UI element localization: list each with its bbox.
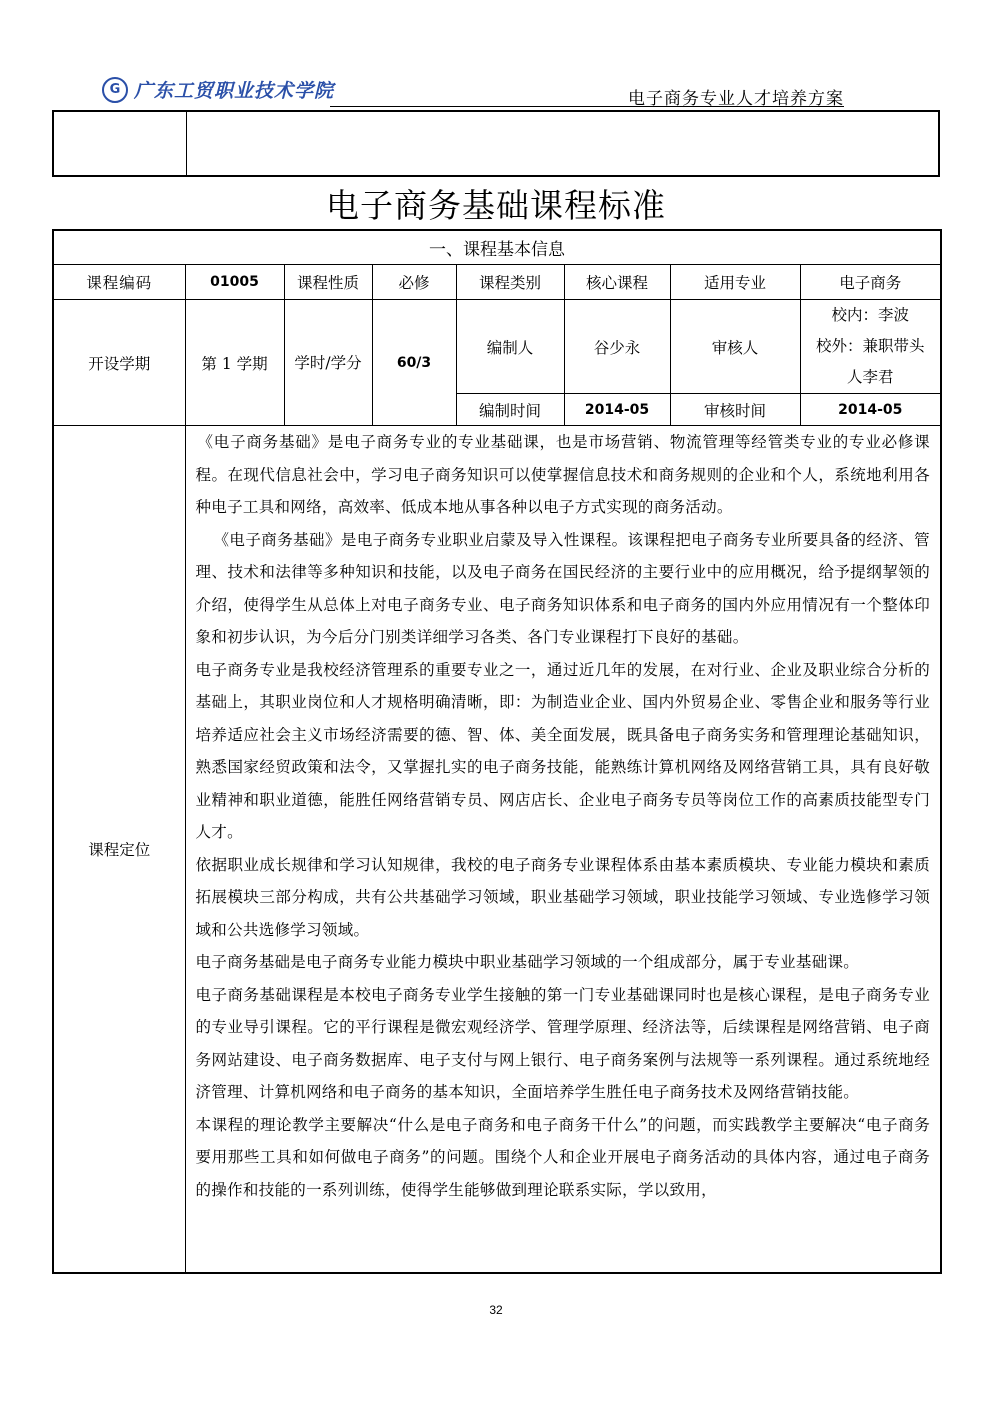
reviewer-external-cont: 人李君: [846, 368, 894, 386]
course-info-table: [52, 229, 942, 1274]
logo-emblem-icon: G: [102, 77, 128, 103]
course-positioning-label: 课程定位: [53, 426, 185, 1274]
previous-table-tail: [52, 110, 940, 177]
author-value: 谷少永: [564, 300, 670, 394]
page-title: 电子商务基础课程标准: [326, 186, 666, 225]
course-code-value: 01005: [185, 265, 284, 300]
school-logo: [102, 76, 334, 103]
review-time-value: 2014-05: [800, 394, 941, 426]
page-header: [100, 72, 844, 108]
course-category-value: 核心课程: [564, 265, 670, 300]
positioning-paragraph: 电子商务基础是电子商务专业能力模块中职业基础学习领域的一个组成部分，属于专业基础课。: [195, 953, 860, 971]
section-heading: 一、课程基本信息: [53, 230, 941, 265]
course-positioning-content: [185, 426, 941, 1274]
course-nature-label: 课程性质: [284, 265, 372, 300]
positioning-paragraph: 电子商务专业是我校经济管理系的重要专业之一，通过近几年的发展，在对行业、企业及职业综合分析的基础上，其职业岗位和人才规格明确清晰，即：为制造业企业、国内外贸易企业、零售企业和服务等行业培养适应社会主义市场经济需要的德、智、体、美全面发展，既具备电子商务实务和管理理论基础知识，熟悉国家经贸政策和法令，又掌握扎实的电子商务技能，能熟练计算机网络及网络营销工具，具有良好敬业精神和职业道德，能胜任网络营销专员、网店店长、企业电子商务专员等岗位工作的高素质技能型专门人才。: [195, 660, 930, 841]
review-time-label: 审核时间: [670, 394, 800, 426]
course-nature-value: 必修: [372, 265, 456, 300]
reviewer-internal: 校内：李波: [831, 306, 909, 324]
reviewer-external: 校外：兼职带头: [815, 337, 925, 355]
hours-credit-value: 60/3: [372, 300, 456, 426]
reviewer-value: [800, 300, 941, 394]
course-code-label: 课程编码: [53, 265, 185, 300]
author-time-label: 编制时间: [456, 394, 564, 426]
table-divider: [186, 112, 187, 175]
major-value: 电子商务: [800, 265, 941, 300]
positioning-paragraph: 《电子商务基础》是电子商务专业的专业基础课，也是市场营销、物流管理等经管类专业的专业必修课程。在现代信息社会中，学习电子商务知识可以使掌握信息技术和商务规则的企业和个人，系统地利用各种电子工具和网络，高效率、低成本地从事各种以电子方式实现的商务活动。: [195, 433, 930, 516]
course-category-label: 课程类别: [456, 265, 564, 300]
positioning-paragraph: 依据职业成长规律和学习认知规律，我校的电子商务专业课程体系由基本素质模块、专业能力模块和素质拓展模块三部分构成，共有公共基础学习领域，职业基础学习领域，职业技能学习领域、专业选修学习领域和公共选修学习领域。: [195, 855, 930, 939]
positioning-paragraph: 《电子商务基础》是电子商务专业职业启蒙及导入性课程。该课程把电子商务专业所要具备的经济、管理、技术和法律等多种知识和技能，以及电子商务在国民经济的主要行业中的应用概况，给予提纲挈领的介绍，使得学生从总体上对电子商务专业、电子商务知识体系和电子商务的国内外应用情况有一个整体印象和初步认识，为今后分门别类详细学习各类、各门专业课程打下良好的基础。: [195, 530, 930, 646]
term-value: 第 1 学期: [185, 300, 284, 426]
author-label: 编制人: [456, 300, 564, 394]
positioning-paragraph: 本课程的理论教学主要解决“什么是电子商务和电子商务干什么”的问题，而实践教学主要解决“电子商务要用那些工具和如何做电子商务”的问题。围绕个人和企业开展电子商务活动的具体内容，通过电子商务的操作和技能的一系列训练，使得学生能够做到理论联系实际，学以致用，: [195, 1115, 930, 1199]
header-rule: [330, 106, 844, 107]
positioning-paragraph: 电子商务基础课程是本校电子商务专业学生接触的第一门专业基础课同时也是核心课程，是电子商务专业的专业导引课程。它的平行课程是微宏观经济学、管理学原理、经济法等，后续课程是网络营销、电子商务网站建设、电子商务数据库、电子支付与网上银行、电子商务案例与法规等一系列课程。通过系统地经济管理、计算机网络和电子商务的基本知识，全面培养学生胜任电子商务技术及网络营销技能。: [195, 985, 930, 1101]
author-time-value: 2014-05: [564, 394, 670, 426]
document-series-title: 电子商务专业人才培养方案: [628, 89, 844, 109]
page-number: 32: [489, 1303, 503, 1317]
major-label: 适用专业: [670, 265, 800, 300]
term-label: 开设学期: [53, 300, 185, 426]
school-name: 广东工贸职业技术学院: [134, 80, 335, 102]
hours-credit-label: 学时/学分: [284, 300, 372, 426]
reviewer-label: 审核人: [670, 300, 800, 394]
